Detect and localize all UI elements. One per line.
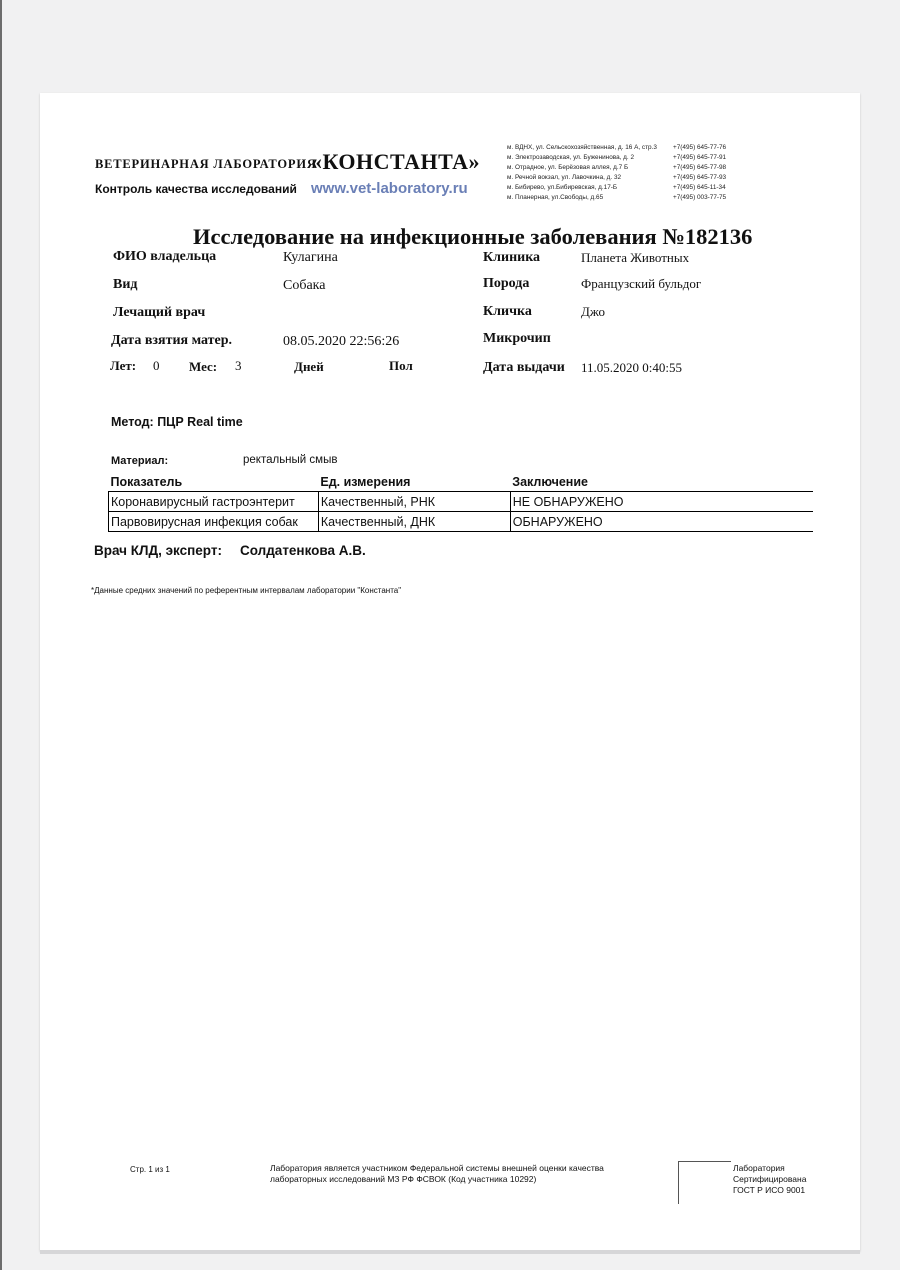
certification-box bbox=[678, 1161, 731, 1204]
expert-label: Врач КЛД, эксперт: bbox=[94, 543, 222, 558]
branch-address: м. Планерная, ул.Свободы, д.65 bbox=[507, 194, 604, 201]
lab-name: ВЕТЕРИНАРНАЯ ЛАБОРАТОРИЯ bbox=[95, 157, 317, 171]
cert-line: Сертифицирована bbox=[733, 1174, 807, 1184]
microchip-label: Микрочип bbox=[483, 331, 551, 346]
species-value: Собака bbox=[283, 278, 326, 293]
branch-phone: +7(495) 645-77-91 bbox=[673, 154, 727, 161]
days-label: Дней bbox=[294, 359, 324, 374]
cert-line: Лаборатория bbox=[733, 1163, 785, 1173]
branch-address: м. Речной вокзал, ул. Лавочкина, д. 32 bbox=[507, 174, 622, 181]
page-shadow-edge bbox=[40, 1250, 860, 1254]
breed-label: Порода bbox=[483, 276, 530, 291]
fsvok-notice bbox=[270, 1163, 604, 1185]
sex-label: Пол bbox=[389, 358, 413, 373]
branch-phone: +7(495) 645-77-93 bbox=[673, 174, 727, 181]
doctor-label: Лечащий врач bbox=[113, 305, 206, 320]
conclusion-cell: НЕ ОБНАРУЖЕНО bbox=[510, 492, 813, 512]
conclusion-cell: ОБНАРУЖЕНО bbox=[510, 512, 813, 532]
pet-name-value: Джо bbox=[581, 304, 606, 319]
unit-cell: Качественный, РНК bbox=[318, 492, 510, 512]
pet-name-label: Кличка bbox=[483, 304, 532, 319]
expert-name: Солдатенкова А.В. bbox=[240, 543, 366, 558]
owner-label: ФИО владельца bbox=[113, 249, 217, 264]
footnote: *Данные средних значений по референтным интервалам лаборатории "Константа" bbox=[91, 586, 402, 595]
years-label: Лет: bbox=[110, 358, 137, 373]
lab-subtitle: Контроль качества исследований bbox=[95, 182, 297, 196]
sample-date-label: Дата взятия матер. bbox=[111, 333, 233, 348]
viewer-edge bbox=[0, 0, 2, 1270]
table-row bbox=[109, 512, 814, 532]
branch-phone: +7(495) 003-77-75 bbox=[673, 194, 727, 201]
owner-value: Кулагина bbox=[283, 250, 338, 265]
species-label: Вид bbox=[113, 277, 138, 292]
certification-text bbox=[733, 1163, 812, 1196]
issue-date-label: Дата выдачи bbox=[483, 360, 565, 375]
lab-website-link[interactable]: www.vet-laboratory.ru bbox=[311, 180, 468, 197]
branch-phone: +7(495) 645-77-76 bbox=[673, 144, 727, 151]
table-row bbox=[109, 492, 814, 512]
unit-cell: Качественный, ДНК bbox=[318, 512, 510, 532]
document-page bbox=[40, 93, 860, 1251]
branch-address: м. Бибирево, ул.Бибиревская, д.17-Б bbox=[507, 184, 618, 191]
lab-brand: «КОНСТАНТА» bbox=[311, 149, 481, 174]
document-title: Исследование на инфекционные заболевания №182136 bbox=[193, 224, 753, 249]
material-label: Материал: bbox=[111, 455, 169, 467]
months-label: Мес: bbox=[189, 359, 218, 374]
indicator-cell: Парвовирусная инфекция собак bbox=[109, 512, 319, 532]
branch-address: м. Отрадное, ул. Берёзовая аллея, д.7 Б bbox=[507, 164, 629, 171]
page-number: Стр. 1 из 1 bbox=[130, 1165, 170, 1174]
branch-phone: +7(495) 645-11-34 bbox=[673, 184, 726, 191]
column-header-conclusion: Заключение bbox=[510, 473, 813, 492]
cert-line: ГОСТ Р ИСО 9001 bbox=[733, 1185, 806, 1195]
months-value: 3 bbox=[235, 358, 242, 373]
clinic-label: Клиника bbox=[483, 250, 541, 265]
branch-address: м. ВДНХ, ул. Сельскохозяйственная, д. 16 А, стр.3 bbox=[507, 144, 657, 151]
table-header-row bbox=[109, 473, 814, 492]
fsvok-line: Лаборатория является участником Федеральной системы внешней оценки качества bbox=[270, 1163, 604, 1173]
results-table bbox=[108, 473, 813, 532]
method-text: Метод: ПЦР Real time bbox=[111, 415, 243, 429]
material-value: ректальный смыв bbox=[243, 454, 338, 466]
column-header-unit: Ед. измерения bbox=[318, 473, 510, 492]
column-header-indicator: Показатель bbox=[109, 473, 319, 492]
sample-date-value: 08.05.2020 22:56:26 bbox=[283, 334, 400, 349]
indicator-cell: Коронавирусный гастроэнтерит bbox=[109, 492, 319, 512]
breed-value: Французский бульдог bbox=[581, 276, 702, 291]
branch-address: м. Электрозаводская, ул. Буженинова, д. 2 bbox=[507, 154, 635, 161]
fsvok-line: лабораторных исследований МЗ РФ ФСВОК (Код участника 10292) bbox=[270, 1174, 537, 1184]
branch-phone: +7(495) 645-77-98 bbox=[673, 164, 727, 171]
years-value: 0 bbox=[153, 358, 160, 373]
clinic-value: Планета Животных bbox=[581, 250, 690, 265]
issue-date-value: 11.05.2020 0:40:55 bbox=[581, 360, 682, 375]
